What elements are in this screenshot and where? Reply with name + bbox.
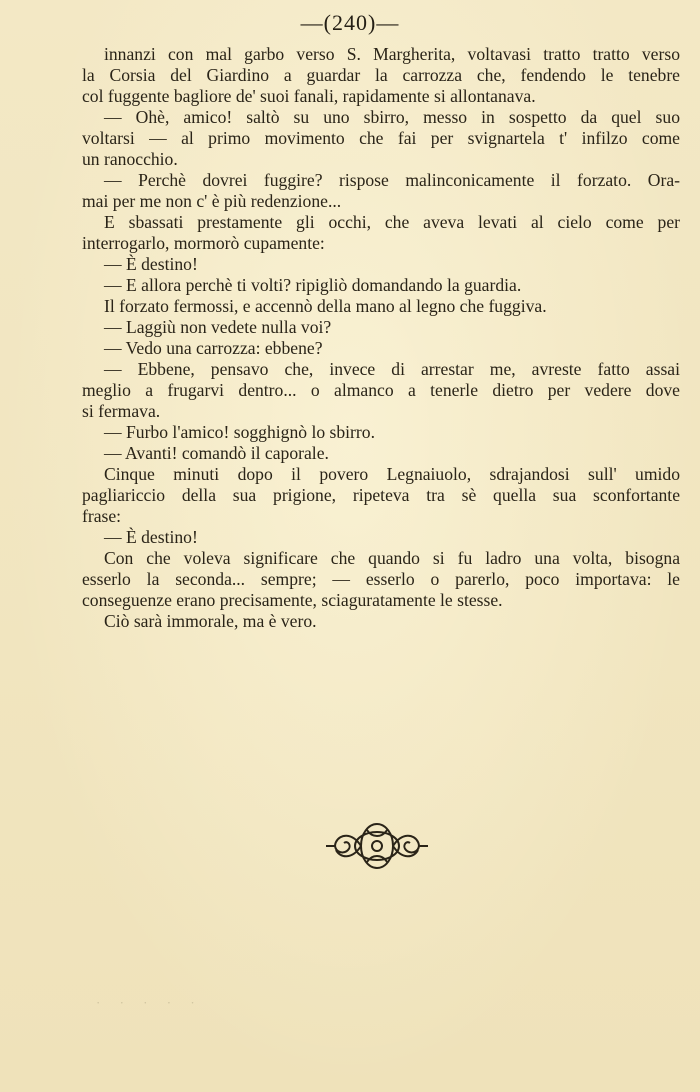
text-line: — È destino!	[104, 527, 198, 547]
text-line: — Ohè, amico! saltò su uno sbirro, messo in sospetto da quel suo	[104, 107, 680, 127]
paragraph	[82, 611, 680, 632]
text-line: — Perchè dovrei fuggire? rispose malinconicamente il forzato. Ora-	[104, 170, 680, 190]
show-through-marks: · · · · ·	[96, 995, 203, 1010]
body-text	[82, 44, 680, 632]
text-line: — È destino!	[104, 254, 198, 274]
text-line: Con che voleva significare che quando si fu ladro una volta, bisogna	[104, 548, 680, 568]
text-line: mai per me non c' è più redenzione...	[82, 191, 342, 211]
paragraph	[82, 527, 680, 548]
paragraph	[82, 422, 680, 443]
paragraph	[82, 212, 680, 254]
ornament-icon	[322, 816, 432, 876]
paragraph	[82, 464, 680, 527]
text-line: meglio a frugarvi dentro... o almanco a tenerle dietro per vedere dove	[82, 380, 680, 400]
paragraph	[82, 296, 680, 317]
text-line: un ranocchio.	[82, 149, 178, 169]
text-line: Cinque minuti dopo il povero Legnaiuolo, sdrajandosi sull' umido	[104, 464, 680, 484]
text-line: — Avanti! comandò il caporale.	[104, 443, 329, 463]
text-line: E sbassati prestamente gli occhi, che aveva levati al cielo come per	[104, 212, 680, 232]
text-line: pagliariccio della sua prigione, ripeteva tra sè quella sua sconfortante	[82, 485, 680, 505]
paragraph	[82, 254, 680, 275]
text-line: — Laggiù non vedete nulla voi?	[104, 317, 332, 337]
paragraph	[82, 107, 680, 170]
text-line: voltarsi — al primo movimento che fai per svignartela t' infilzo come	[82, 128, 680, 148]
paragraph	[82, 317, 680, 338]
text-line: conseguenze erano precisamente, sciaguratamente le stesse.	[82, 590, 503, 610]
paragraph	[82, 443, 680, 464]
paragraph	[82, 338, 680, 359]
paragraph	[82, 359, 680, 422]
text-line: — Vedo una carrozza: ebbene?	[104, 338, 323, 358]
paragraph	[82, 44, 680, 107]
text-line: col fuggente bagliore de' suoi fanali, rapidamente si allontanava.	[82, 86, 536, 106]
text-line: la Corsia del Giardino a guardar la carrozza che, fendendo le tenebre	[82, 65, 680, 85]
text-line: interrogarlo, mormorò cupamente:	[82, 233, 325, 253]
text-line: Ciò sarà immorale, ma è vero.	[104, 611, 317, 631]
text-line: Il forzato fermossi, e accennò della mano al legno che fuggiva.	[104, 296, 547, 316]
text-line: frase:	[82, 506, 122, 526]
paragraph	[82, 548, 680, 611]
text-line: esserlo la seconda... sempre; — esserlo o parerlo, poco importava: le	[82, 569, 680, 589]
paragraph	[82, 170, 680, 212]
text-line: innanzi con mal garbo verso S. Margherita, voltavasi tratto tratto verso	[104, 44, 680, 64]
page-number: —(240)—	[300, 10, 400, 35]
text-line: — E allora perchè ti volti? ripigliò domandando la guardia.	[104, 275, 522, 295]
text-line: — Ebbene, pensavo che, invece di arrestar me, avreste fatto assai	[104, 359, 680, 379]
text-line: — Furbo l'amico! sogghignò lo sbirro.	[104, 422, 375, 442]
text-line: si fermava.	[82, 401, 161, 421]
paragraph	[82, 275, 680, 296]
